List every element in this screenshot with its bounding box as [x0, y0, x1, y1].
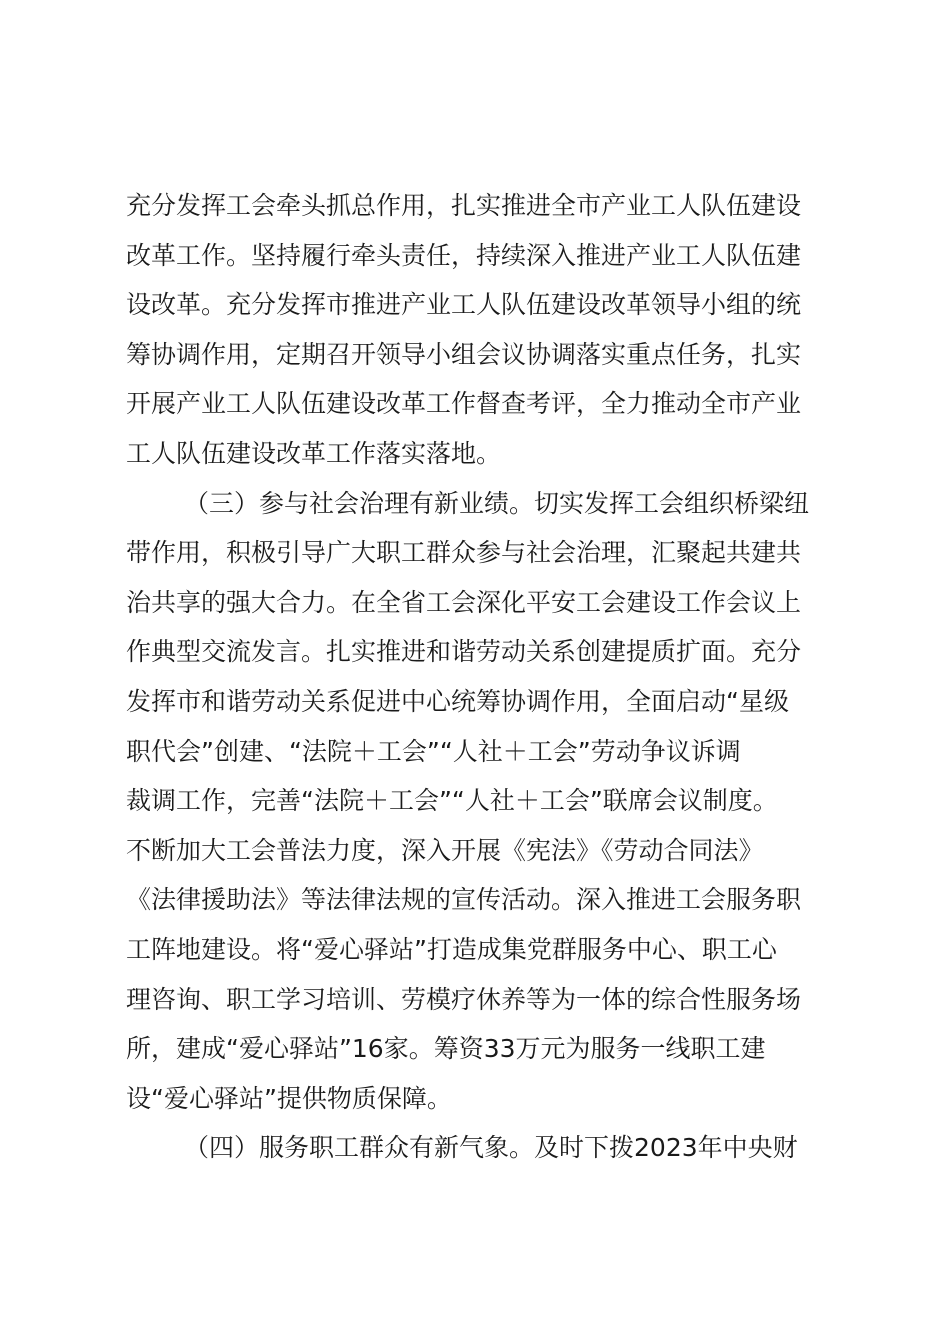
- text-line: 《法律援助法》等法律法规的宣传活动。深入推进工会服务职: [126, 885, 802, 915]
- text-line: 带作用，积极引导广大职工群众参与社会治理，汇聚起共建共: [126, 538, 802, 568]
- text-line: 职代会”创建、“法院＋工会”“人社＋工会”劳动争议诉调: [126, 736, 741, 766]
- text-line: 工人队伍建设改革工作落实落地。: [126, 438, 502, 468]
- text-line: 改革工作。坚持履行牵头责任，持续深入推进产业工人队伍建: [126, 240, 802, 270]
- text-line: 不断加大工会普法力度，深入开展《宪法》《劳动合同法》: [126, 835, 764, 865]
- text-line: 设“爱心驿站”提供物质保障。: [126, 1083, 452, 1113]
- section-heading-line: （三）参与社会治理有新业绩。切实发挥工会组织桥梁纽: [184, 488, 810, 518]
- text-line: 所，建成“爱心驿站”16家。筹资33万元为服务一线职工建: [126, 1034, 766, 1064]
- text-line: 治共享的强大合力。在全省工会深化平安工会建设工作会议上: [126, 587, 802, 617]
- text-line: 发挥市和谐劳动关系促进中心统筹协调作用，全面启动“星级: [126, 686, 789, 716]
- body-text: [126, 181, 846, 1173]
- text-line: 工阵地建设。将“爱心驿站”打造成集党群服务中心、职工心: [126, 934, 777, 964]
- text-line: 理咨询、职工学习培训、劳模疗休养等为一体的综合性服务场: [126, 984, 802, 1014]
- text-line: 筹协调作用，定期召开领导小组会议协调落实重点任务，扎实: [126, 339, 802, 369]
- text-line: 开展产业工人队伍建设改革工作督查考评，全力推动全市产业: [126, 389, 802, 419]
- text-line: 裁调工作，完善“法院＋工会”“人社＋工会”联席会议制度。: [126, 786, 778, 816]
- text-line: 充分发挥工会牵头抓总作用，扎实推进全市产业工人队伍建设: [126, 191, 802, 220]
- text-line: 作典型交流发言。扎实推进和谐劳动关系创建提质扩面。充分: [126, 637, 802, 667]
- text-line: 设改革。充分发挥市推进产业工人队伍建设改革领导小组的统: [126, 290, 802, 320]
- section-heading-line: （四）服务职工群众有新气象。及时下拨2023年中央财: [184, 1133, 798, 1163]
